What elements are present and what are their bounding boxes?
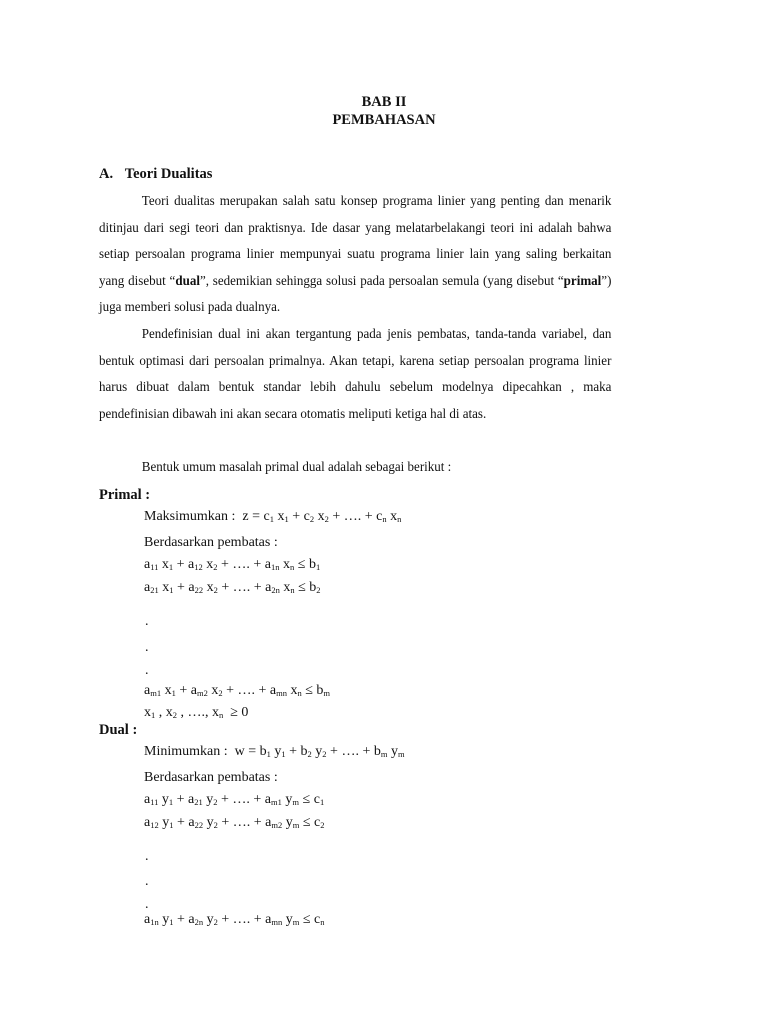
section-heading: [99, 166, 212, 183]
paragraph-2-text: Pendefinisian dual ini akan tergantung pada jenis pembatas, tanda-tanda variabel, dan bentuk optimasi dari persoalan primalnya. Akan tetapi, karena setiap persoalan programa linier harus dibuat dalam bentuk standar lebih dahulu sebelum modelnya dipecahkan , maka pendefinisian dibawah ini akan secara otomatis meliputi ketiga hal di atas.: [99, 327, 612, 422]
primal-objective: Maksimumkan : $z = c_1$ $x_1 + c_2$ $x_2$ + …. + $c_n$ $x_n$: [144, 509, 402, 524]
paragraph-3-text: Bentuk umum masalah primal dual adalah sebagai berikut :: [141, 460, 452, 475]
dual-constraint-2: $a_{12}$ $y_1 + a_{22}$ $y_2$ + …. + $a_{m2}$ $y_m \le c_2$: [144, 815, 325, 830]
dual-constraints-label: Berdasarkan pembatas :: [144, 770, 278, 785]
paragraph-1-text-b: ”, sedemikian sehingga solusi pada persoalan semula (yang disebut “: [199, 273, 564, 289]
primal-constraint-m: $a_{m1}$ $x_1 + a_{m2}$ $x_2$ + …. + $a_{mn}$ $x_n \le b_m$: [144, 683, 331, 698]
paragraph-1-text-a: Teori dualitas merupakan salah satu konsep programa linier yang penting dan menarik ditinjau dari segi teori dan praktisnya. Ide dasar yang melatarbelakangi teori ini adalah bahwa setiap persoalan programa linier mempunyai suatu programa linier lain yang saling berkaitan yang disebut “: [99, 194, 612, 289]
term-primal: primal: [563, 273, 602, 289]
paragraph-3: [99, 455, 611, 482]
dual-constraint-n: $a_{1n}$ $y_1 + a_{2n}$ $y_2$ + …. + $a_{mn}$ $y_m \le c_n$: [144, 912, 325, 927]
chapter-title: PEMBAHASAN: [332, 112, 436, 128]
dual-constraint-1: $a_{11}$ $y_1 + a_{21}$ $y_2$ + …. + $a_{m1}$ $y_m \le c_1$: [144, 792, 325, 807]
primal-constraint-2: $a_{21}$ $x_1 + a_{22}$ $x_2$ + …. + $a_{2n}$ $x_n \le b_2$: [144, 580, 321, 595]
chapter-number: BAB II: [361, 94, 407, 110]
ellipsis-dot: .: [145, 614, 149, 629]
primal-label: Primal :: [99, 487, 151, 503]
dual-objective: Minimumkan : $w = b_1$ $y_1 + b_2$ $y_2$ + …. + $b_m$ $y_m$: [144, 744, 405, 759]
term-dual: dual: [175, 273, 200, 289]
ellipsis-dot: .: [145, 663, 149, 678]
section-title: Teori Dualitas: [124, 166, 213, 182]
paragraph-1: [99, 189, 611, 322]
primal-nonneg-sign: ≥ 0: [230, 705, 249, 720]
ellipsis-dot: .: [145, 640, 149, 655]
primal-objective-prefix: Maksimumkan :: [144, 509, 236, 524]
dual-objective-prefix: Minimumkan :: [144, 744, 228, 759]
ellipsis-dot: .: [145, 874, 149, 889]
section-letter: A.: [99, 166, 114, 182]
ellipsis-dot: .: [145, 897, 149, 912]
primal-constraints-label: Berdasarkan pembatas :: [144, 535, 278, 550]
dual-label: Dual :: [99, 722, 138, 738]
paragraph-1-text-c: ”) juga memberi solusi pada dualnya.: [99, 273, 612, 316]
primal-nonnegativity: $x_1$ , $x_2$ , …., $x_n \ge 0$: [144, 705, 249, 720]
primal-constraint-1: $a_{11}$ $x_1 + a_{12}$ $x_2$ + …. + $a_{1n}$ $x_n \le b_1$: [144, 557, 321, 572]
paragraph-2: [99, 322, 611, 428]
ellipsis-dot: .: [145, 849, 149, 864]
